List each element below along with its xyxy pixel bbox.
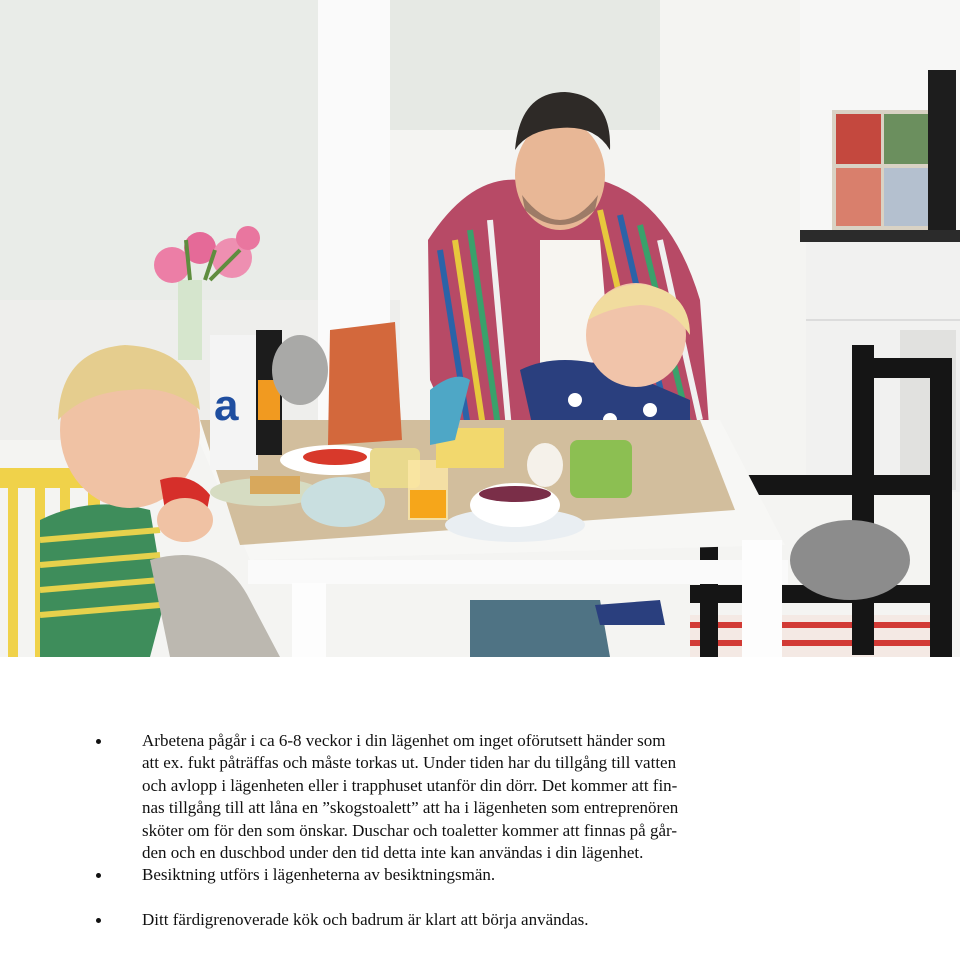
information-bullet-list xyxy=(96,730,766,933)
bullet-text-line: och avlopp i lägenheten eller i trapphuset utanför din dörr. Det kommer att fin- xyxy=(142,775,678,795)
bullet-text-line: den och en duschbod under den tid detta inte kan användas i din lägenhet. xyxy=(142,843,644,863)
bullet-dot-icon xyxy=(96,873,101,878)
bullet-text-line: att ex. fukt påträffas och måste torkas ut. Under tiden har du tillgång till vatten xyxy=(142,753,677,773)
bullet-text-line: Ditt färdigrenoverade kök och badrum är klart att börja användas. xyxy=(142,910,589,929)
bullet-item-work-duration xyxy=(96,730,766,864)
bullet-dot-icon xyxy=(96,739,101,744)
bullet-text-line: nas tillgång till att låna en ”skogstoalett” att ha i lägenheten som entreprenören xyxy=(142,798,679,818)
chair-cushion xyxy=(790,520,910,600)
bullet-item-inspection xyxy=(96,864,766,909)
bullet-text-line: Besiktning utförs i lägenheterna av besiktningsmän. xyxy=(142,865,496,884)
bullet-text-line: Arbetena pågår i ca 6-8 veckor i din lägenhet om inget oförutsett händer som xyxy=(142,731,666,750)
bread-bag xyxy=(328,322,402,445)
flower-vase xyxy=(178,280,202,360)
bullet-dot-icon xyxy=(96,918,101,923)
milk-carton-letter: a xyxy=(214,381,239,430)
cup-green xyxy=(570,440,632,498)
bullet-text-line: sköter om för den som önskar. Duschar och toaletter kommer att finnas på går- xyxy=(142,820,678,840)
egg xyxy=(527,443,563,487)
teapot xyxy=(272,335,328,405)
bullet-item-ready xyxy=(96,909,766,933)
